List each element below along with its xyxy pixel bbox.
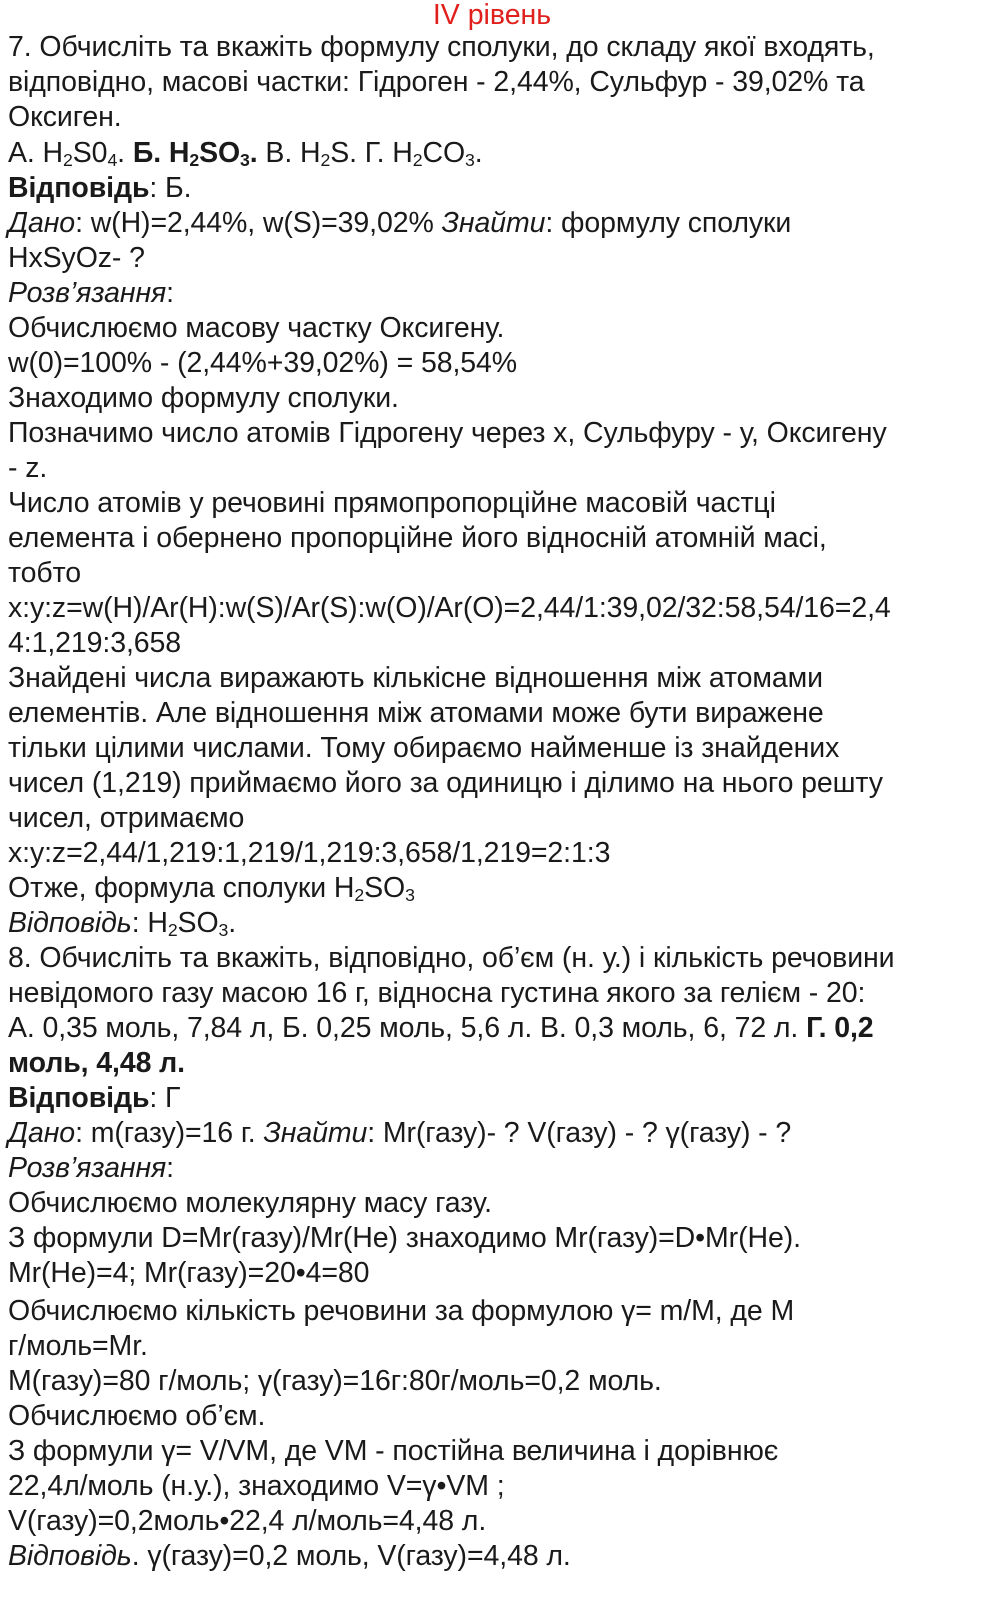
text-line	[8, 801, 244, 835]
text-sub: 4	[107, 150, 118, 170]
text-sub: 2	[354, 885, 365, 905]
text-line	[8, 1046, 185, 1080]
text-run: CO	[422, 137, 466, 169]
text-line	[8, 100, 122, 134]
text-run: : m(газу)=16 г.	[75, 1117, 264, 1149]
text-line	[8, 1081, 180, 1115]
text-line	[8, 30, 875, 64]
text-line	[8, 766, 883, 800]
text-run: : Г	[149, 1082, 181, 1114]
text-line	[8, 976, 865, 1010]
text-run: Знаходимо формулу сполуки.	[8, 382, 399, 414]
text-line	[8, 1504, 486, 1538]
text-line	[8, 451, 47, 485]
text-b: моль, 4,48 л.	[8, 1047, 185, 1079]
text-i: Відповідь	[8, 1540, 132, 1572]
text-line	[8, 906, 236, 940]
text-i: Відповідь	[8, 907, 132, 939]
text-sub: 2	[63, 150, 73, 170]
text-run: V(газу)=0,2моль•22,4 л/моль=4,48 л.	[8, 1505, 487, 1537]
text-line	[8, 416, 887, 450]
text-run: 22,4л/моль (н.у.), знаходимо V=γ•VM ;	[8, 1470, 505, 1502]
text-b: Г. 0,2	[806, 1012, 874, 1044]
text-b: Відповідь	[8, 1082, 150, 1114]
text-line	[8, 1329, 148, 1363]
text-run: w(0)=100% - (2,44%+39,02%) = 58,54%	[8, 347, 518, 379]
text-run: Обчислюємо масову частку Оксигену.	[8, 312, 505, 344]
text-line	[8, 1186, 492, 1220]
text-run: : Mr(газу)- ? V(газу) - ? γ(газу) - ?	[367, 1117, 792, 1149]
text-run: елементів. Але відношення між атомами може бути виражене	[8, 697, 824, 729]
text-run: невідомого газу масою 16 г, відносна густина якого за гелієм - 20:	[8, 977, 866, 1009]
text-bsub: 3	[240, 150, 250, 170]
text-i: Знайти	[441, 207, 546, 239]
text-run: Отже, формула сполуки H	[8, 872, 355, 904]
text-run: Позначимо число атомів Гідрогену через х, Сульфуру - у, Оксигену	[8, 417, 887, 449]
text-run: SO	[177, 907, 219, 939]
text-run: 4:1,219:3,658	[8, 627, 182, 659]
text-line	[8, 1256, 369, 1290]
text-run: 7. Обчисліть та вкажіть формулу сполуки, до складу якої входять,	[8, 31, 875, 63]
text-line	[8, 276, 174, 310]
text-i: Розв’язання	[8, 277, 167, 309]
text-run: чисел (1,219) приймаємо його за одиницю і ділимо на нього решту	[8, 767, 883, 799]
text-sub: 3	[218, 920, 229, 940]
text-line	[8, 1399, 265, 1433]
text-run: тільки цілими числами. Тому обираємо найменше із знайдених	[8, 732, 840, 764]
text-run: Оксиген.	[8, 101, 122, 133]
text-line	[8, 591, 891, 625]
text-run: А. 0,35 моль, 7,84 л, Б. 0,25 моль, 5,6 л. В. 0,3 моль, 6, 72 л.	[8, 1012, 807, 1044]
text-run: : H	[131, 907, 168, 939]
text-line	[8, 696, 824, 730]
text-line	[8, 136, 483, 170]
text-run: : формулу сполуки	[545, 207, 792, 239]
text-run: А. H	[8, 137, 64, 169]
text-run: - z.	[8, 452, 48, 484]
text-line	[8, 1539, 571, 1573]
text-line	[8, 941, 895, 975]
text-line	[8, 171, 191, 205]
text-run: г/моль=Mr.	[8, 1330, 148, 1362]
text-line	[8, 1011, 874, 1045]
text-b: SO	[199, 137, 241, 169]
text-line	[8, 521, 827, 555]
text-run: Знайдені числа виражають кількісне відношення між атомами	[8, 662, 823, 694]
text-line	[8, 65, 865, 99]
text-line	[8, 1294, 794, 1328]
text-line	[8, 1434, 778, 1468]
text-sub: 2	[412, 150, 423, 170]
text-run: : w(H)=2,44%, w(S)=39,02%	[75, 207, 442, 239]
text-line	[8, 1116, 791, 1150]
text-i: Дано	[8, 1117, 76, 1149]
text-line	[8, 381, 399, 415]
text-line	[8, 731, 839, 765]
text-run: x:y:z=2,44/1,219:1,219/1,219:3,658/1,219=2:1:3	[8, 837, 611, 869]
text-line	[8, 241, 145, 275]
text-run: S0	[72, 137, 108, 169]
text-line	[8, 836, 610, 870]
text-i: Дано	[8, 207, 76, 239]
text-run: M(газу)=80 г/моль; γ(газу)=16г:80г/моль=0,2 моль.	[8, 1365, 662, 1397]
text-sub: 3	[465, 150, 475, 170]
text-line	[8, 311, 504, 345]
text-i: Розв’язання	[8, 1152, 167, 1184]
text-run: В. H	[257, 137, 321, 169]
text-line	[8, 346, 517, 380]
text-line	[8, 661, 823, 695]
text-run: елемента і обернено пропорційне його відносній атомній масі,	[8, 522, 827, 554]
text-run: .	[228, 907, 237, 939]
text-sub: 3	[405, 885, 415, 905]
text-line	[8, 556, 81, 590]
text-run: :	[166, 1152, 174, 1184]
text-i: Знайти	[263, 1117, 368, 1149]
text-run: відповідно, масові частки: Гідроген - 2,44%, Сульфур - 39,02% та	[8, 66, 865, 98]
text-line	[8, 871, 415, 905]
text-run: SO	[364, 872, 406, 904]
text-run: :	[166, 277, 174, 309]
section-heading: IV рівень	[432, 0, 552, 31]
text-line	[8, 1221, 801, 1255]
text-line	[8, 1151, 174, 1185]
text-run: .	[117, 137, 133, 169]
text-run: .	[474, 137, 483, 169]
text-run: Обчислюємо кількість речовини за формулою γ= m/M, де М	[8, 1295, 795, 1327]
text-run: Обчислюємо об’єм.	[8, 1400, 266, 1432]
text-line	[8, 486, 776, 520]
text-run: : Б.	[149, 172, 192, 204]
text-run: x:y:z=w(H)/Ar(H):w(S)/Ar(S):w(O)/Ar(O)=2,44/1:39,02/32:58,54/16=2,4	[8, 592, 891, 624]
text-line	[8, 1469, 505, 1503]
text-run: Mr(He)=4; Mr(газу)=20•4=80	[8, 1257, 370, 1289]
text-bsub: 2	[189, 150, 200, 170]
text-sub: 2	[167, 920, 178, 940]
text-run: HxSyOz- ?	[8, 242, 145, 274]
text-run: 8. Обчисліть та вкажіть, відповідно, об’єм (н. у.) і кількість речовини	[8, 942, 895, 974]
text-run: S. Г. H	[330, 137, 413, 169]
text-run: чисел, отримаємо	[8, 802, 245, 834]
text-run: З формули D=Mr(газу)/Mr(He) знаходимо Mr(газу)=D•Mr(He).	[8, 1222, 801, 1254]
text-run: . γ(газу)=0,2 моль, V(газу)=4,48 л.	[131, 1540, 571, 1572]
text-b: Відповідь	[8, 172, 150, 204]
text-run: тобто	[8, 557, 81, 589]
text-run: Число атомів у речовині прямопропорційне масовій частці	[8, 487, 776, 519]
text-b: Б. H	[132, 137, 190, 169]
text-run: Обчислюємо молекулярну масу газу.	[8, 1187, 492, 1219]
text-sub: 2	[320, 150, 331, 170]
text-line	[8, 206, 791, 240]
text-run: З формули γ= V/VM, де VM - постійна величина і дорівнює	[8, 1435, 779, 1467]
text-line	[8, 1364, 662, 1398]
text-line	[8, 626, 181, 660]
text-b: .	[249, 137, 258, 169]
